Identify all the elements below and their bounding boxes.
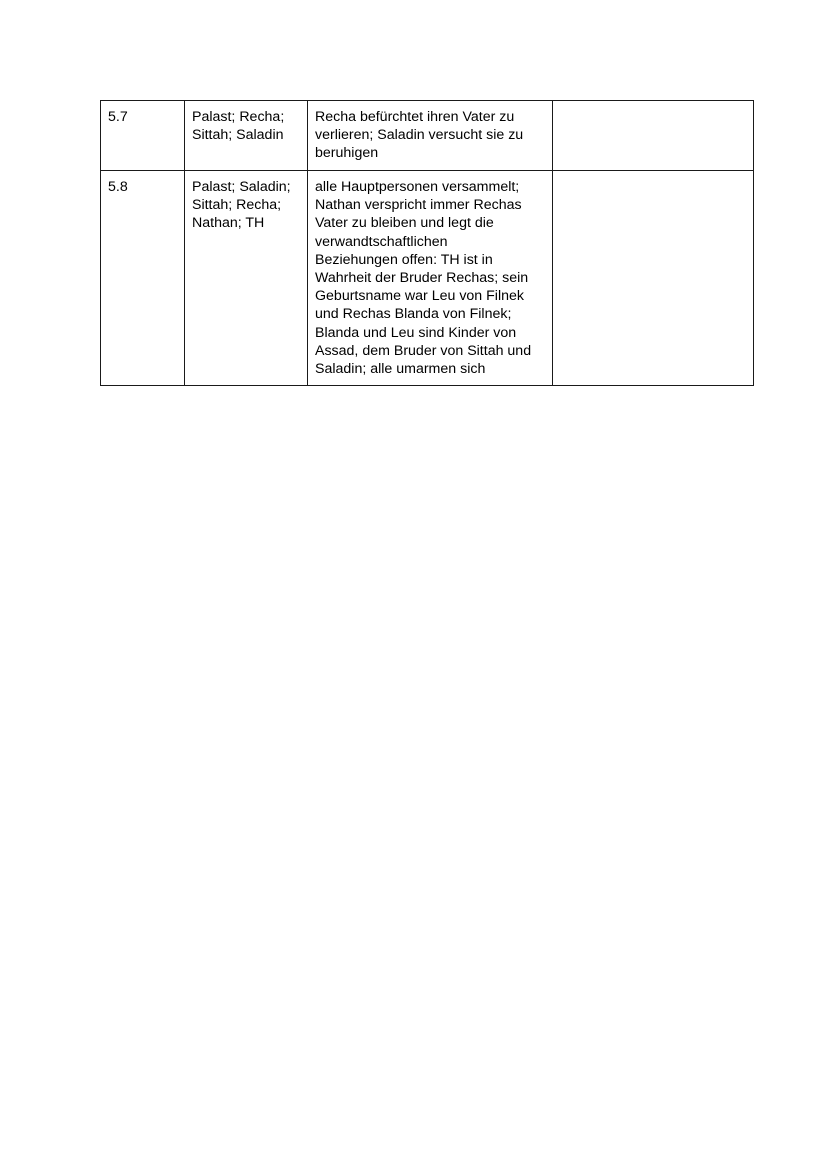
table-row	[101, 101, 754, 171]
scene-content: alle Hauptpersonen versammelt; Nathan verspricht immer Rechas Vater zu bleiben und legt die verwandtschaftlichen Beziehungen offen: TH ist in Wahrheit der Bruder Rechas; sein Geburtsname war Leu von Filnek und Rechas Blanda von Filnek; Blanda und Leu sind Kinder von Assad, dem Bruder von Sittah und Saladin; alle umarmen sich	[315, 179, 532, 378]
place-persons: Palast; Saladin; Sittah; Recha; Nathan; TH	[192, 179, 291, 232]
scene-content: Recha befürchtet ihren Vater zu verlieren; Saladin versucht sie zu beruhigen	[315, 109, 524, 162]
scene-number-cell	[101, 171, 185, 386]
content-cell	[308, 101, 553, 171]
notes-cell	[553, 171, 754, 386]
place-persons: Palast; Recha; Sittah; Saladin	[192, 109, 285, 144]
content-cell	[308, 171, 553, 386]
scene-number: 5.8	[108, 179, 128, 195]
place-persons-cell	[185, 171, 308, 386]
table-row	[101, 171, 754, 386]
notes-cell	[553, 101, 754, 171]
scene-number: 5.7	[108, 109, 128, 125]
place-persons-cell	[185, 101, 308, 171]
scene-table	[100, 100, 754, 386]
scene-number-cell	[101, 101, 185, 171]
